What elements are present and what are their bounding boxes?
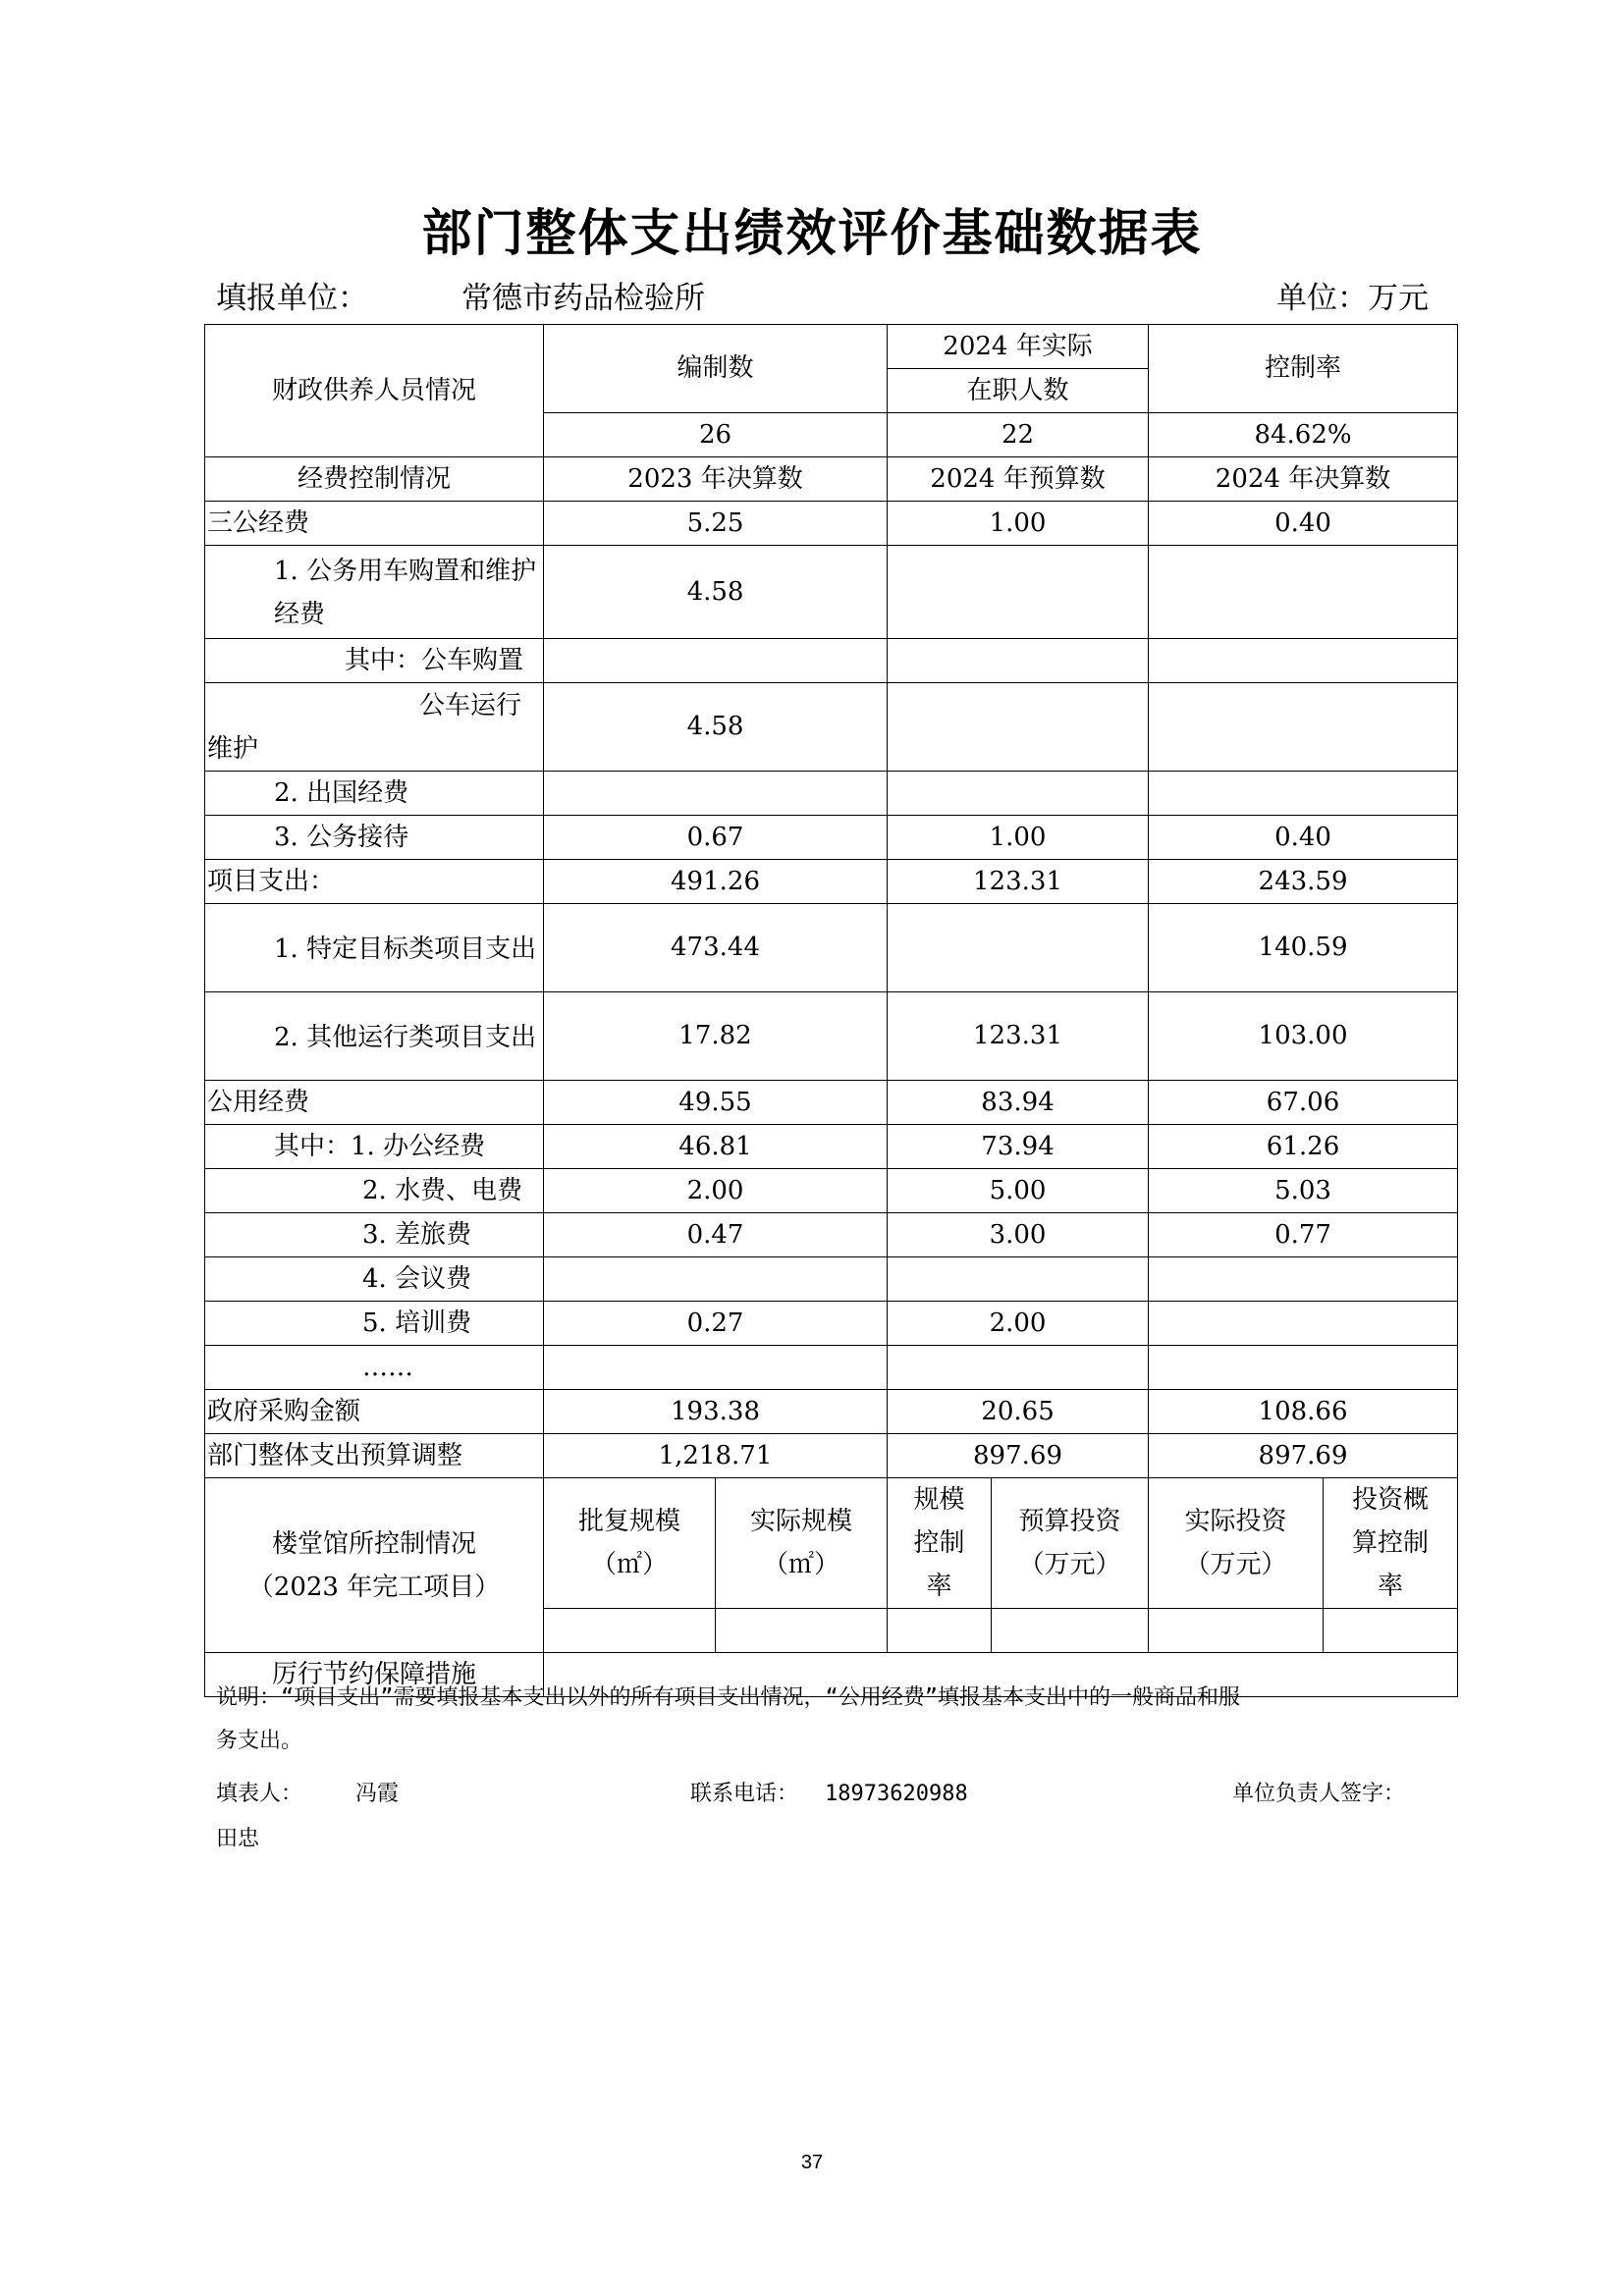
building-label-line2: （2023 年完工项目） xyxy=(247,1572,501,1602)
row-label: 其中：1. 办公经费 xyxy=(205,1125,544,1169)
filler-label: 填表人： xyxy=(216,1782,303,1806)
value-2024-final: 5.03 xyxy=(1149,1169,1458,1213)
page-title: 部门整体支出绩效评价基础数据表 xyxy=(421,204,1203,263)
funds-col-2024-final: 2024 年决算数 xyxy=(1149,457,1458,502)
table-row xyxy=(205,992,1458,1081)
value-2023: 0.47 xyxy=(544,1213,888,1257)
row-label: 3. 公务接待 xyxy=(205,816,544,860)
filler-name: 冯霞 xyxy=(355,1782,400,1806)
value-2024-budget: 897.69 xyxy=(888,1434,1149,1478)
value-2023: 2.00 xyxy=(544,1169,888,1213)
col-actual-investment: 实际投资（万元） xyxy=(1149,1478,1324,1609)
value-2024-final: 108.66 xyxy=(1149,1390,1458,1434)
signature-name: 田忠 xyxy=(216,1827,260,1851)
value-2023: 46.81 xyxy=(544,1125,888,1169)
value-2024-final: 0.77 xyxy=(1149,1213,1458,1257)
value-2024-final xyxy=(1149,546,1458,639)
table-row xyxy=(205,1346,1458,1390)
col-approved-scale: 批复规模（㎡） xyxy=(544,1478,716,1609)
reporting-unit-name: 常德市药品检验所 xyxy=(461,281,705,316)
value-2024-final: 61.26 xyxy=(1149,1125,1458,1169)
row-label: …… xyxy=(205,1346,544,1390)
row-label: 2. 水费、电费 xyxy=(205,1169,544,1213)
funds-col-2023: 2023 年决算数 xyxy=(544,457,888,502)
note-line-1: 说明：“项目支出”需要填报基本支出以外的所有项目支出情况，“公用经费”填报基本支出中的一般商品和服 xyxy=(216,1685,1240,1710)
value-2024-budget: 83.94 xyxy=(888,1081,1149,1125)
table-row xyxy=(205,772,1458,816)
staff-rate-value: 84.62% xyxy=(1149,413,1458,457)
saving-measures-label: 厉行节约保障措施 xyxy=(205,1653,544,1697)
value-2024-budget xyxy=(888,546,1149,639)
row-label: 5. 培训费 xyxy=(205,1302,544,1346)
table-row xyxy=(205,639,1458,683)
value-2023: 0.27 xyxy=(544,1302,888,1346)
row-label: 部门整体支出预算调整 xyxy=(205,1434,544,1478)
value-2023: 1,218.71 xyxy=(544,1434,888,1478)
staff-actual-value: 22 xyxy=(888,413,1149,457)
investment-rate-value xyxy=(1324,1609,1458,1653)
table-row xyxy=(205,1213,1458,1257)
value-2024-final xyxy=(1149,772,1458,816)
phone-value: 18973620988 xyxy=(825,1782,968,1806)
value-2024-budget xyxy=(888,772,1149,816)
value-2024-budget: 3.00 xyxy=(888,1213,1149,1257)
note-line-2: 务支出。 xyxy=(216,1729,303,1753)
value-2023: 473.44 xyxy=(544,904,888,992)
performance-data-table xyxy=(204,324,1458,1697)
page-number: 37 xyxy=(800,2152,824,2173)
value-2023 xyxy=(544,1346,888,1390)
row-label: 公用经费 xyxy=(205,1081,544,1125)
value-2023: 0.67 xyxy=(544,816,888,860)
table-row xyxy=(205,683,1458,772)
value-2023: 193.38 xyxy=(544,1390,888,1434)
phone-label: 联系电话： xyxy=(690,1782,799,1806)
table-row xyxy=(205,1125,1458,1169)
table-row xyxy=(205,816,1458,860)
table-row xyxy=(205,1434,1458,1478)
value-2024-final: 0.40 xyxy=(1149,502,1458,546)
value-2024-budget: 2.00 xyxy=(888,1302,1149,1346)
value-2024-final: 0.40 xyxy=(1149,816,1458,860)
row-label: 政府采购金额 xyxy=(205,1390,544,1434)
scale-rate-value xyxy=(888,1609,992,1653)
row-label-line2: 维护 xyxy=(207,733,259,764)
table-row xyxy=(205,860,1458,904)
row-label-line1: 公车运行 xyxy=(418,690,521,721)
value-2024-final: 897.69 xyxy=(1149,1434,1458,1478)
staff-col-rate: 控制率 xyxy=(1149,325,1458,413)
funds-label: 经费控制情况 xyxy=(205,457,544,502)
value-2024-final xyxy=(1149,1302,1458,1346)
value-2024-budget xyxy=(888,1346,1149,1390)
table-row xyxy=(205,1390,1458,1434)
col-scale-rate: 规模控制率 xyxy=(888,1478,992,1609)
table-row xyxy=(205,904,1458,992)
table-row xyxy=(205,502,1458,546)
value-2024-budget: 123.31 xyxy=(888,992,1149,1081)
col-budget-investment: 预算投资（万元） xyxy=(992,1478,1149,1609)
row-label xyxy=(205,683,544,772)
row-label: 项目支出： xyxy=(205,860,544,904)
table-row xyxy=(205,1081,1458,1125)
funds-col-2024-budget: 2024 年预算数 xyxy=(888,457,1149,502)
value-2024-final xyxy=(1149,1257,1458,1302)
table-row xyxy=(205,1302,1458,1346)
reporting-unit-label: 填报单位： xyxy=(216,281,368,316)
signature-label: 单位负责人签字： xyxy=(1232,1782,1406,1806)
building-label xyxy=(205,1478,544,1653)
value-2024-budget: 1.00 xyxy=(888,816,1149,860)
value-2024-budget: 73.94 xyxy=(888,1125,1149,1169)
value-2024-budget: 1.00 xyxy=(888,502,1149,546)
staff-col-actual-line1: 2024 年实际 xyxy=(888,325,1149,369)
value-2024-budget xyxy=(888,904,1149,992)
staff-col-quota: 编制数 xyxy=(544,325,888,413)
col-actual-scale: 实际规模（㎡） xyxy=(716,1478,888,1609)
value-2024-budget: 20.65 xyxy=(888,1390,1149,1434)
value-2023: 4.58 xyxy=(544,683,888,772)
value-2024-final: 243.59 xyxy=(1149,860,1458,904)
value-2023: 17.82 xyxy=(544,992,888,1081)
staff-col-actual-line2: 在职人数 xyxy=(888,369,1149,413)
row-label: 其中：公车购置 xyxy=(205,639,544,683)
staff-quota-value: 26 xyxy=(544,413,888,457)
row-label: 2. 出国经费 xyxy=(205,772,544,816)
value-2024-final xyxy=(1149,683,1458,772)
value-2023: 4.58 xyxy=(544,546,888,639)
table-row xyxy=(205,1169,1458,1213)
row-label: 2. 其他运行类项目支出 xyxy=(205,992,544,1081)
value-2023: 491.26 xyxy=(544,860,888,904)
row-label: 1. 公务用车购置和维护经费 xyxy=(205,546,544,639)
value-2024-budget xyxy=(888,683,1149,772)
row-label: 4. 会议费 xyxy=(205,1257,544,1302)
budget-investment-value xyxy=(992,1609,1149,1653)
value-2024-budget xyxy=(888,639,1149,683)
measure-unit: 单位：万元 xyxy=(1276,281,1429,316)
table-row xyxy=(205,546,1458,639)
value-2024-final: 67.06 xyxy=(1149,1081,1458,1125)
approved-scale-value xyxy=(544,1609,716,1653)
value-2024-final xyxy=(1149,1346,1458,1390)
row-label: 1. 特定目标类项目支出 xyxy=(205,904,544,992)
value-2024-final: 103.00 xyxy=(1149,992,1458,1081)
value-2024-budget: 123.31 xyxy=(888,860,1149,904)
value-2024-final: 140.59 xyxy=(1149,904,1458,992)
row-label: 三公经费 xyxy=(205,502,544,546)
value-2024-budget: 5.00 xyxy=(888,1169,1149,1213)
value-2023 xyxy=(544,639,888,683)
value-2024-final xyxy=(1149,639,1458,683)
value-2023 xyxy=(544,772,888,816)
value-2024-budget xyxy=(888,1257,1149,1302)
row-label: 3. 差旅费 xyxy=(205,1213,544,1257)
value-2023 xyxy=(544,1257,888,1302)
building-label-line1: 楼堂馆所控制情况 xyxy=(271,1528,476,1559)
actual-scale-value xyxy=(716,1609,888,1653)
value-2023: 49.55 xyxy=(544,1081,888,1125)
value-2023: 5.25 xyxy=(544,502,888,546)
col-investment-rate: 投资概算控制率 xyxy=(1324,1478,1458,1609)
staff-label: 财政供养人员情况 xyxy=(205,325,544,457)
table-row xyxy=(205,1257,1458,1302)
actual-investment-value xyxy=(1149,1609,1324,1653)
